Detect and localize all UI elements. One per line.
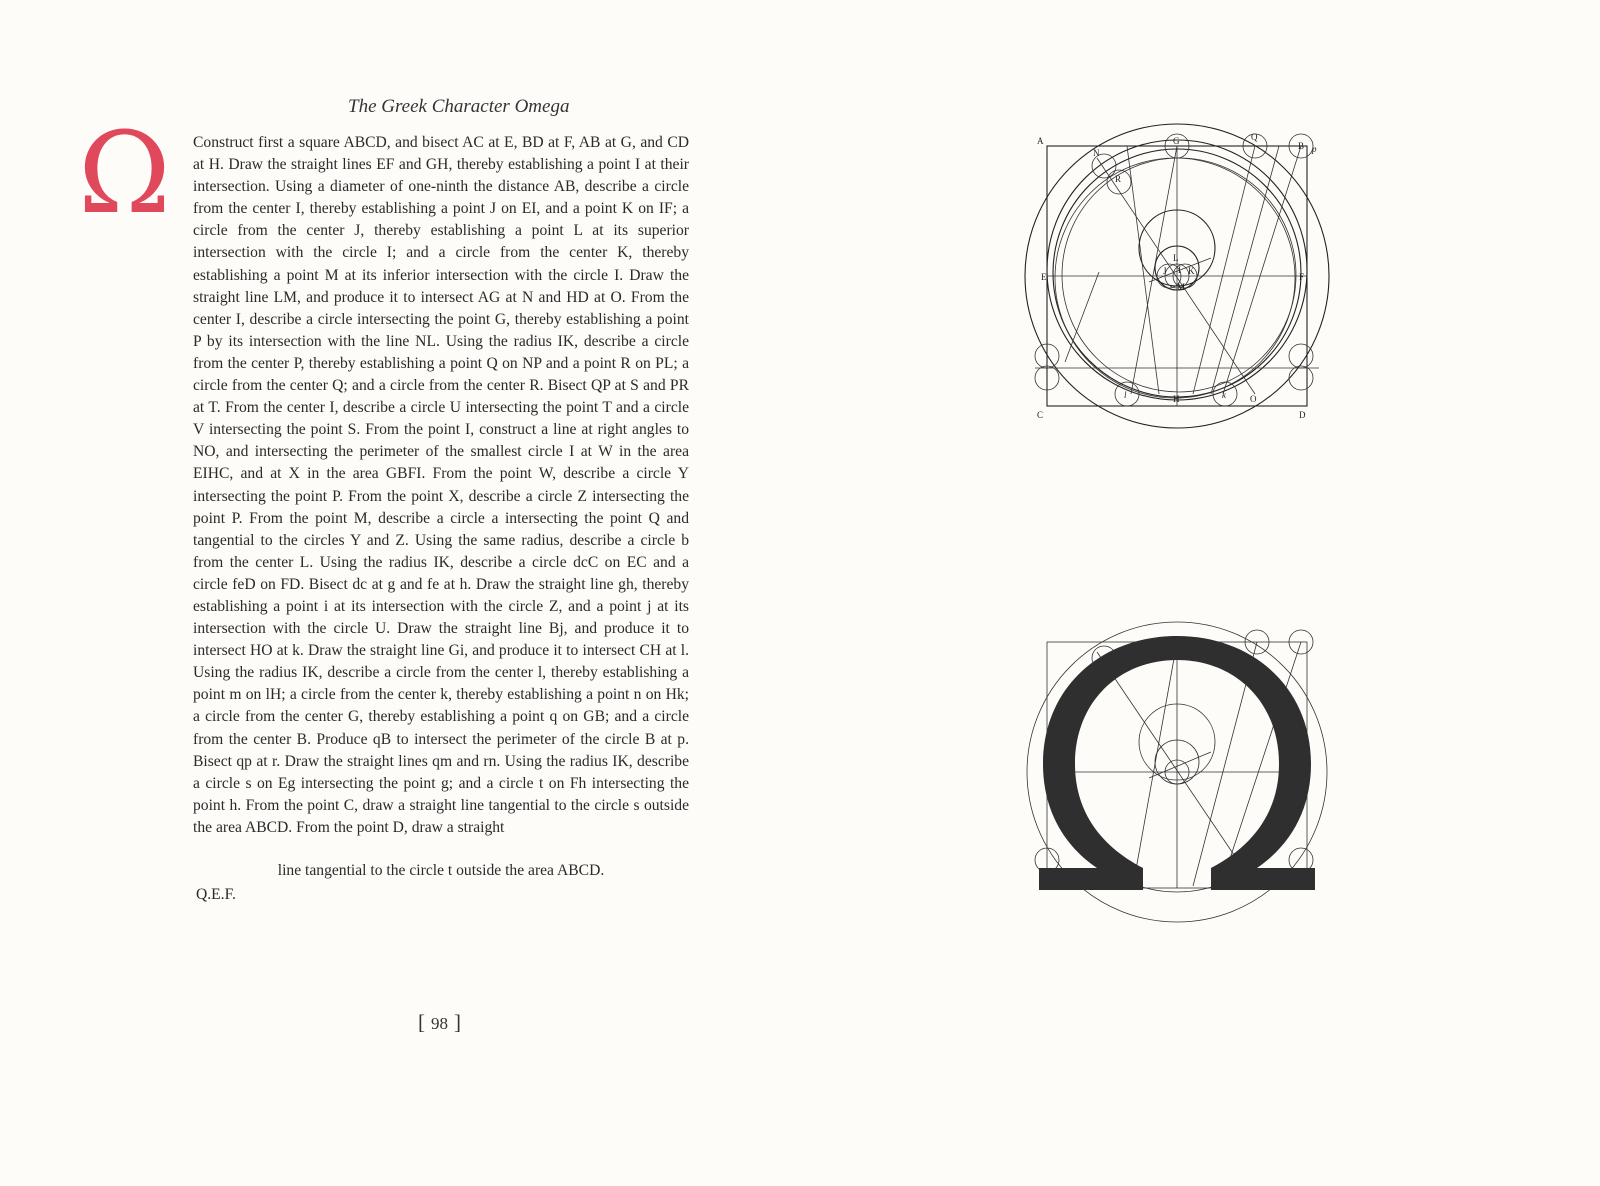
folio-open-bracket: [ (418, 1010, 425, 1034)
folio-close-bracket: ] (454, 1010, 461, 1034)
line-qm (1193, 146, 1255, 394)
line-wx-lower (1149, 752, 1211, 778)
omega-glyph-figure (1035, 628, 1335, 928)
construction-diagram (1035, 132, 1335, 432)
circle-l (1115, 382, 1139, 406)
label-l: L (1173, 253, 1179, 263)
label-q: Q (1251, 132, 1258, 142)
label-n: N (1093, 148, 1100, 158)
line-gi-lower (1133, 642, 1177, 886)
label-k: K (1188, 266, 1195, 276)
circle-d-lower (1289, 366, 1313, 390)
label-b: B (1298, 141, 1305, 151)
label-e: E (1041, 272, 1047, 282)
label-g: G (1173, 136, 1180, 146)
label-i: I (1178, 265, 1181, 275)
line-lm-lower (1097, 652, 1255, 886)
label-p: p (1312, 144, 1317, 154)
label-r: R (1115, 174, 1122, 184)
label-k-lower: k (1222, 390, 1226, 400)
circle-z (1062, 158, 1296, 392)
construction-text: Construct first a square ABCD, and bisect AC at E, BD at F, AB at G, and CD at H. Draw the straight lines EF and GH, thereby establishing a point I at their intersection. Using a diameter of one-ninth the distance AB, describe a circle from the center I, thereby establishing a point J on EI, and a point K on IF; a circle from the center J, thereby establishing a point L at its superior intersection with the circle I; and a circle from the center K, thereby establishing a point M at its inferior intersection with the circle I. Draw the straight line LM, and produce it to intersect AG at N and HD at O. From the center I, describe a circle intersecting the point G, thereby establishing a point P by its intersection with the line NL. Using the radius IK, describe a circle from the center P, thereby establishing a point Q on NP and a point R on PL; a circle from the center Q; and a circle from the center R. Bisect QP at S and PR at T. From the center I, describe a circle U intersecting the point T and a circle V intersecting the point S. From the point I, construct a line at right angles to NO, and intersecting the perimeter of the smallest circle I at W in the area EIHC, and at X in the area GBFI. From the point W, describe a circle Y intersecting the point P. From the point X, describe a circle Z intersecting the point P. From the point M, describe a circle a intersecting the point Q and tangential to the circles Y and Z. Using the same radius, describe a circle b from the center L. Using the radius IK, describe a circle dcC on EC and a circle feD on FD. Bisect dc at g and fe at h. Draw the straight line gh, thereby establishing a point i at its intersection with the circle Z, and a point j at its intersection with the circle U. Draw the straight line Bj, and produce it to intersect HO at k. Draw the straight line Gi, and produce it to intersect CH at l. Using the radius IK, describe a circle from the center l, thereby establishing a point m on lH; a circle from the center k, thereby establishing a point n on Hk; a circle from the center G, thereby establishing a point q on GB; and a circle from the center B. Produce qB to intersect the perimeter of the circle B at p. Bisect qp at r. Draw the straight lines qm and rn. Using the radius IK, describe a circle s on Eg intersecting the point g; and a circle t on Fh intersecting the point h. From the point C, draw a straight line tangential to the circle s outside the area ABCD. From the point D, draw a straight (193, 134, 689, 836)
page-number (418, 1010, 461, 1035)
drop-initial-omega: Ω (78, 109, 171, 239)
label-l-lower: l (1124, 390, 1127, 400)
label-j: J (1163, 266, 1167, 276)
label-a: A (1037, 136, 1044, 146)
qef-mark: Q.E.F. (196, 886, 236, 903)
label-f: F (1299, 272, 1305, 282)
label-h: H (1173, 394, 1180, 404)
running-head: The Greek Character Omega (348, 96, 570, 117)
folio-number: 98 (431, 1014, 448, 1033)
closing-line: line tangential to the circle t outside the area ABCD. (277, 862, 605, 879)
label-o: O (1250, 394, 1257, 404)
label-d: D (1299, 410, 1306, 420)
label-m: M (1177, 282, 1186, 292)
label-c: C (1037, 410, 1044, 420)
right-page (800, 0, 1600, 1186)
